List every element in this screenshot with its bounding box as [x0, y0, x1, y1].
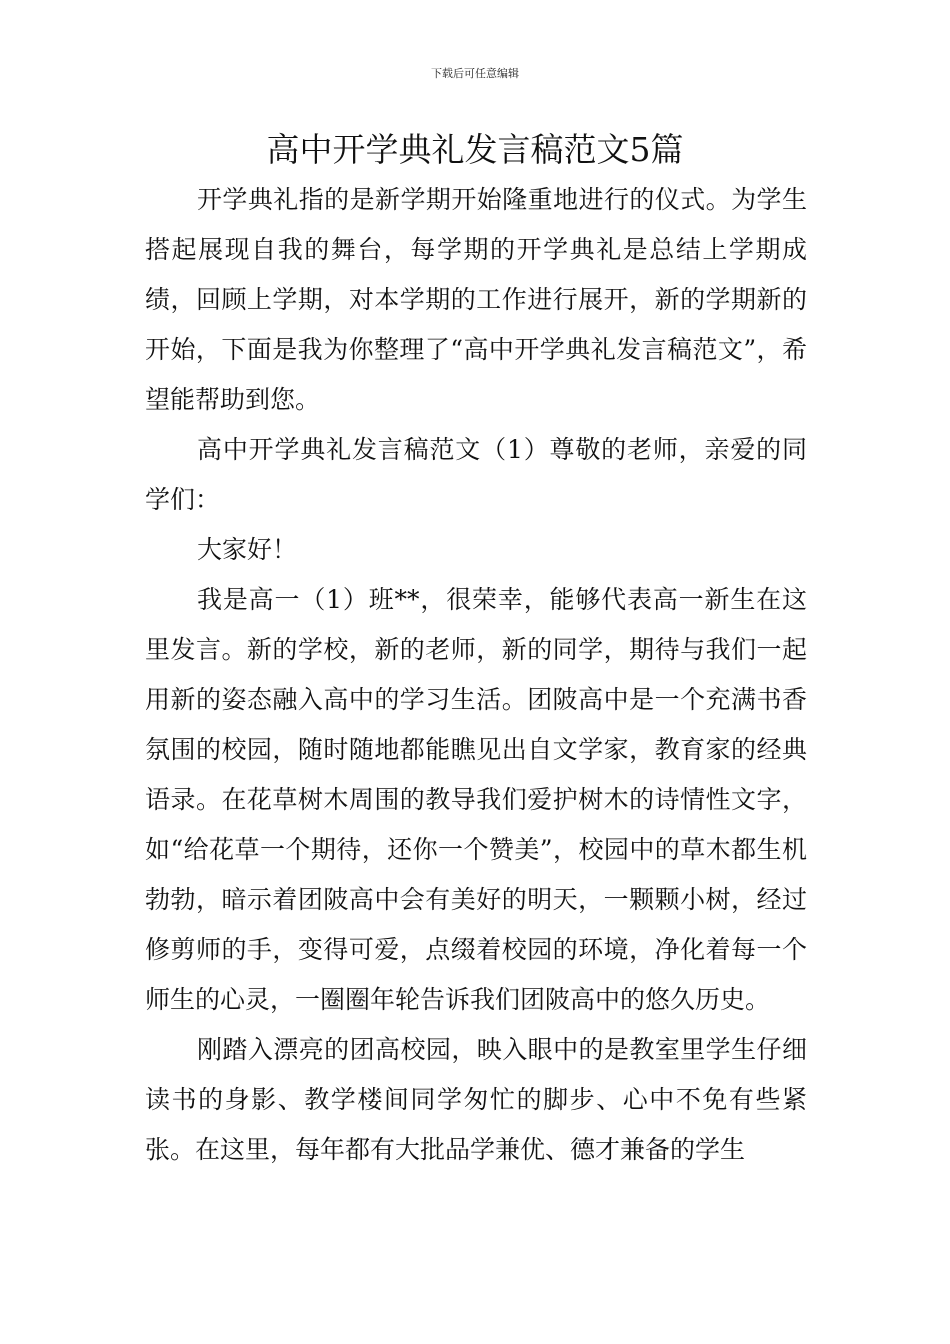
document-body: [145, 175, 807, 1175]
greeting-paragraph: 大家好！: [197, 535, 298, 564]
page-header: 下载后可任意编辑: [431, 67, 519, 80]
document-title: 高中开学典礼发言稿范文5篇: [266, 130, 684, 169]
speech-heading-paragraph: 高中开学典礼发言稿范文（1）尊敬的老师，亲爱的同学们：: [145, 435, 807, 514]
intro-paragraph: 开学典礼指的是新学期开始隆重地进行的仪式。为学生搭起展现自我的舞台，每学期的开学典礼是总结上学期成绩，回顾上学期，对本学期的工作进行展开，新的学期新的开始，下面是我为你整理了“高中开学典礼发言稿范文”，希望能帮助到您。: [145, 185, 807, 414]
body-paragraph: 刚踏入漂亮的团高校园，映入眼中的是教室里学生仔细读书的身影、教学楼间同学匆忙的脚步、心中不免有些紧张。在这里，每年都有大批品学兼优、德才兼备的学生: [145, 1035, 807, 1164]
body-paragraph: 我是高一（1）班**，很荣幸，能够代表高一新生在这里发言。新的学校，新的老师，新的同学，期待与我们一起用新的姿态融入高中的学习生活。团陂高中是一个充满书香氛围的校园，随时随地都能瞧见出自文学家，教育家的经典语录。在花草树木周围的教导我们爱护树木的诗情性文字，如“给花草一个期待，还你一个赞美”，校园中的草木都生机勃勃，暗示着团陂高中会有美好的明天，一颗颗小树，经过修剪师的手，变得可爱，点缀着校园的环境，净化着每一个师生的心灵，一圈圈年轮告诉我们团陂高中的悠久历史。: [145, 585, 807, 1014]
